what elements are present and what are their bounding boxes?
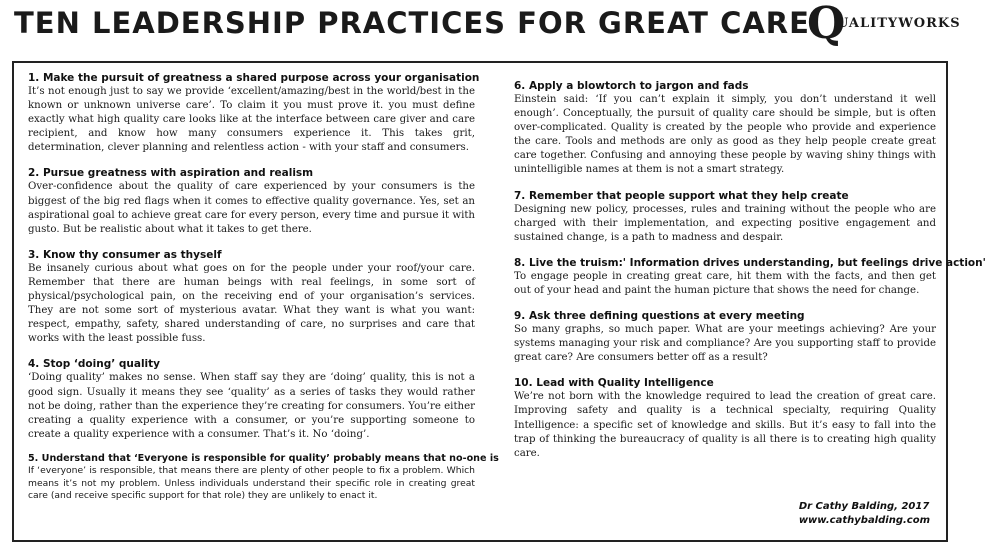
practice-3	[28, 248, 475, 347]
practice-10	[514, 376, 936, 460]
practice-body: So many graphs, so much paper. What are your meetings achieving? Are your systems managing your risk and compliance? Are you supporting staff to provide great care? Are consumers better off as a result?	[514, 324, 936, 364]
practice-body: Einstein said: ‘If you can’t explain it simply, you don’t understand it well enough’. Conceptually, the pursuit of quality care should be simple, but is often over-complicated. Quality is created by the people who provide and experience the care. Tools and methods are only as good as they help people create great care together. Confusing and annoying these people by waving shiny things with unintelligible names at them is not a smart strategy.	[514, 94, 936, 176]
author-website: www.cathybalding.com	[798, 515, 930, 526]
practice-4	[28, 357, 475, 441]
practice-heading: 5. Understand that ‘Everyone is responsible for quality’ probably means that no-one is	[28, 452, 499, 464]
right-column	[514, 79, 986, 472]
author-name: Dr Cathy Balding, 2017	[798, 501, 930, 512]
practice-heading: 7. Remember that people support what they help create	[514, 189, 849, 202]
practice-6	[514, 79, 936, 178]
practice-heading: 2. Pursue greatness with aspiration and realism	[28, 167, 314, 180]
practice-9	[514, 309, 936, 365]
practice-heading: 6. Apply a blowtorch to jargon and fads	[514, 80, 749, 92]
practice-heading: 3. Know thy consumer as thyself	[28, 248, 222, 261]
practices-panel	[12, 61, 986, 542]
practice-heading: 10. Lead with Quality Intelligence	[514, 377, 714, 390]
practice-7	[514, 189, 936, 245]
practice-body: Over-confidence about the quality of care experienced by your consumers is the biggest of the big red flags when it comes to effective quality governance. Yes, set an aspirational goal to achieve great care for every person, every time and pursue it with gusto. But be realistic about what it takes to get there.	[28, 181, 475, 235]
left-column	[28, 71, 499, 514]
logo-q-letter: Q	[807, 0, 846, 49]
practice-8	[514, 256, 986, 298]
logo-wordmark: UALITYWORKS	[837, 16, 961, 31]
practice-heading: 8. Live the truism:' Information drives understanding, but feelings drive action'	[514, 256, 986, 269]
practice-body: Designing new policy, processes, rules and training without the people who are charged with their implementation, and expecting positive engagement and sustained change, is a path to madness and despair.	[514, 203, 936, 243]
practice-body: We’re not born with the knowledge required to lead the creation of great care. Improving safety and quality is a technical specialty, requiring Quality Intelligence: a specific set of knowledge and skills. But it’s easy to fall into the trap of thinking the bureaucracy of quality is all there is to creating high quality care.	[514, 391, 936, 459]
practice-2	[28, 166, 475, 236]
practice-1	[28, 71, 480, 155]
practice-5	[28, 452, 499, 503]
practice-body: ‘Doing quality’ makes no sense. When staff say they are ‘doing’ quality, this is not a good sign. Usually it means they see ‘quality’ as a series of tasks they would rather not be doing, rather than the experience they’re creating for consumers. You’re either creating a quality experience with a consumer, or you’re supporting someone to create a quality experience with a consumer. That’s it. No ‘doing’.	[28, 372, 475, 440]
practice-body: To engage people in creating great care, hit them with the facts, and then get out of your head and paint the human picture that shows the need for change.	[514, 270, 936, 296]
practice-heading: 1. Make the pursuit of greatness a shared purpose across your organisation	[28, 72, 480, 84]
practice-heading: 9. Ask three defining questions at every meeting	[514, 310, 805, 323]
practice-body: Be insanely curious about what goes on for the people under your roof/your care. Remember that there are human beings with real feelings, in some sort of physical/psychological pain, on the receiving end of your organisation’s services. They are not some sort of mysterious avatar. What they want is what you want: respect, empathy, safety, shared understanding of care, no surprises and care that works with the least possible fuss.	[28, 262, 475, 345]
author-credit	[799, 500, 930, 528]
practice-heading: 4. Stop ‘doing’ quality	[28, 358, 161, 371]
practice-body: It’s not enough just to say we provide ‘excellent/amazing/best in the world/best in the known or unknown universe care’. To claim it you must prove it. you must define exactly what high quality care looks like at the interface between care giver and care recipient, and know how many consumers experience it. This takes grit, determination, clever planning and relentless action - with your staff and consumers.	[28, 86, 475, 154]
page-title: TEN LEADERSHIP PRACTICES FOR GREAT CARE	[14, 6, 810, 40]
practice-body: If ‘everyone’ is responsible, that means there are plenty of other people to fix a problem. Which means it’s not my problem. Unless individuals understand their specific role in creating great care (and receive specific support for that role) they are unlikely to enact it.	[28, 465, 475, 502]
qualityworks-logo	[807, 0, 961, 56]
